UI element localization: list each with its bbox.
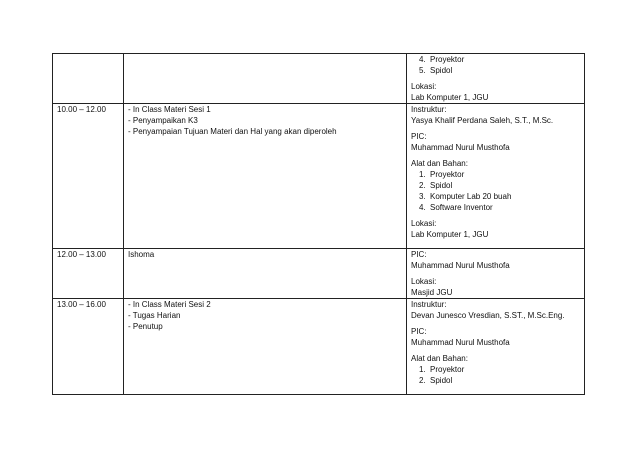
info-cell bbox=[407, 249, 585, 299]
list-item: 1. Proyektor bbox=[419, 365, 465, 374]
lokasi-value: Lab Komputer 1, JGU bbox=[411, 230, 489, 239]
instruktur-value: Devan Junesco Vresdian, S.ST., M.Sc.Eng. bbox=[411, 311, 565, 320]
activity-item: - In Class Materi Sesi 2 bbox=[128, 300, 211, 309]
table-row bbox=[53, 299, 585, 395]
pic-value: Muhammad Nurul Musthofa bbox=[411, 261, 510, 270]
time-cell: 10.00 – 12.00 bbox=[53, 104, 124, 249]
list-item: 4. Software Inventor bbox=[419, 203, 493, 212]
pic-value: Muhammad Nurul Musthofa bbox=[411, 338, 510, 347]
activity-item: - Penutup bbox=[128, 322, 163, 331]
pic-label: PIC: bbox=[411, 250, 427, 259]
activity-cell bbox=[124, 54, 407, 104]
equipment-list bbox=[411, 169, 581, 213]
list-item: 3. Komputer Lab 20 buah bbox=[419, 192, 512, 201]
info-cell bbox=[407, 54, 585, 104]
activity-item: - Tugas Harian bbox=[128, 311, 181, 320]
equipment-list bbox=[411, 364, 581, 386]
list-item: 2. Spidol bbox=[419, 181, 453, 190]
time-cell: 13.00 – 16.00 bbox=[53, 299, 124, 395]
activity-item: - In Class Materi Sesi 1 bbox=[128, 105, 211, 114]
lokasi-label: Lokasi: bbox=[411, 82, 437, 91]
list-item: 4. Proyektor bbox=[419, 55, 465, 64]
info-cell bbox=[407, 299, 585, 395]
lokasi-label: Lokasi: bbox=[411, 219, 437, 228]
info-cell bbox=[407, 104, 585, 249]
lokasi-value: Lab Komputer 1, JGU bbox=[411, 93, 489, 102]
alat-label: Alat dan Bahan: bbox=[411, 159, 468, 168]
activity-item: - Penyampaian Tujuan Materi dan Hal yang akan diperoleh bbox=[128, 127, 337, 136]
time-cell bbox=[53, 54, 124, 104]
table-row bbox=[53, 104, 585, 249]
pic-value: Muhammad Nurul Musthofa bbox=[411, 143, 510, 152]
table-row bbox=[53, 54, 585, 104]
pic-label: PIC: bbox=[411, 132, 427, 141]
instruktur-label: Instruktur: bbox=[411, 105, 447, 114]
activity-cell bbox=[124, 104, 407, 249]
activity-cell bbox=[124, 299, 407, 395]
time-cell: 12.00 – 13.00 bbox=[53, 249, 124, 299]
list-item: 2. Spidol bbox=[419, 376, 453, 385]
schedule-table bbox=[52, 53, 585, 395]
list-item: 5. Spidol bbox=[419, 66, 453, 75]
lokasi-label: Lokasi: bbox=[411, 277, 437, 286]
equipment-list bbox=[411, 54, 581, 76]
instruktur-label: Instruktur: bbox=[411, 300, 447, 309]
alat-label: Alat dan Bahan: bbox=[411, 354, 468, 363]
table-row bbox=[53, 249, 585, 299]
activity-item: Ishoma bbox=[128, 250, 155, 259]
pic-label: PIC: bbox=[411, 327, 427, 336]
activity-item: - Penyampaikan K3 bbox=[128, 116, 198, 125]
list-item: 1. Proyektor bbox=[419, 170, 465, 179]
lokasi-value: Masjid JGU bbox=[411, 288, 453, 297]
activity-cell bbox=[124, 249, 407, 299]
instruktur-value: Yasya Khalif Perdana Saleh, S.T., M.Sc. bbox=[411, 116, 554, 125]
